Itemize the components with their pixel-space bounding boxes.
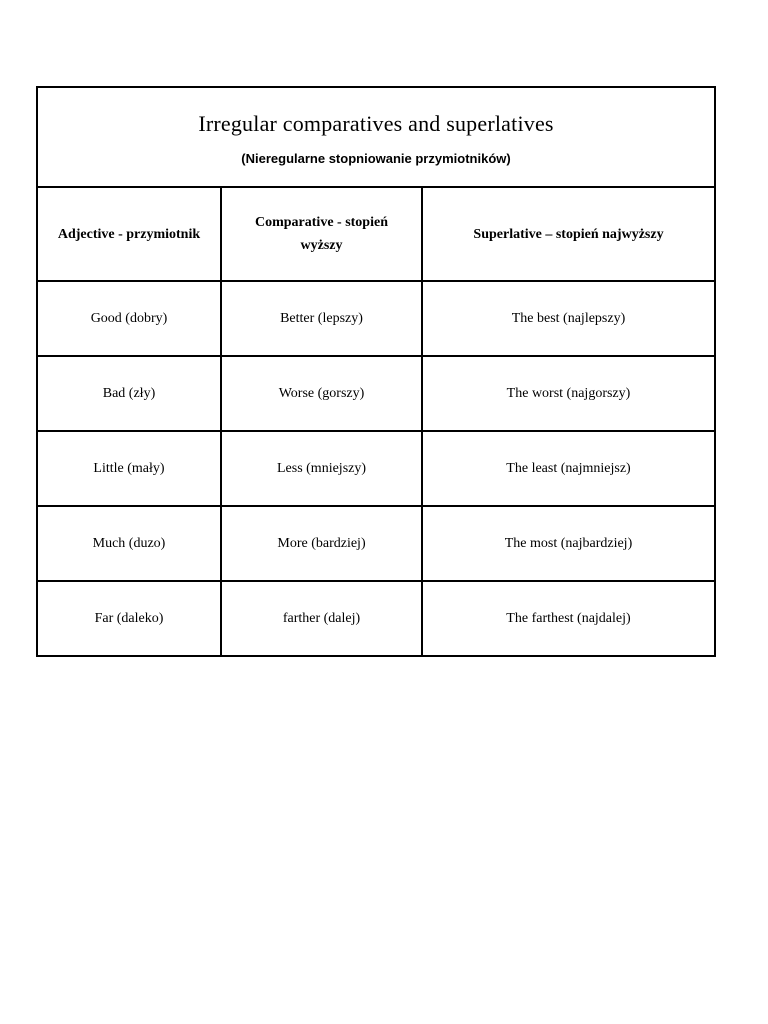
table-cell-adjective: Far (daleko): [37, 581, 221, 656]
table-cell-superlative: The worst (najgorszy): [422, 356, 715, 431]
table-row: [37, 431, 715, 506]
table-row: [37, 281, 715, 356]
table-cell-superlative: The best (najlepszy): [422, 281, 715, 356]
table-cell-adjective: Good (dobry): [37, 281, 221, 356]
column-header-superlative: [422, 187, 715, 281]
table-cell-comparative: More (bardziej): [221, 506, 422, 581]
column-header-adjective: [37, 187, 221, 281]
table-row: [37, 581, 715, 656]
table-cell-comparative: Less (mniejszy): [221, 431, 422, 506]
title-cell: [37, 87, 715, 187]
table-cell-superlative: The farthest (najdalej): [422, 581, 715, 656]
table-cell-comparative: Worse (gorszy): [221, 356, 422, 431]
column-header-label: Adjective - przymiotnik: [57, 226, 201, 242]
table-cell-adjective: Bad (zły): [37, 356, 221, 431]
header-row: [37, 187, 715, 281]
table-cell-comparative: farther (dalej): [221, 581, 422, 656]
page-subtitle: (Nieregularne stopniowanie przymiotników): [241, 150, 511, 166]
table-cell-superlative: The least (najmniejsz): [422, 431, 715, 506]
table-cell-adjective: Much (duzo): [37, 506, 221, 581]
column-header-comparative: [221, 187, 422, 281]
table-cell-comparative: Better (lepszy): [221, 281, 422, 356]
column-header-label: Comparative - stopień wyższy: [255, 215, 388, 253]
table-row: [37, 356, 715, 431]
table-cell-adjective: Little (mały): [37, 431, 221, 506]
page-title: Irregular comparatives and superlatives: [198, 110, 554, 136]
title-row: [37, 87, 715, 187]
column-header-label: Superlative – stopień najwyższy: [473, 226, 664, 242]
comparatives-table: [36, 86, 716, 657]
table-row: [37, 506, 715, 581]
table-cell-superlative: The most (najbardziej): [422, 506, 715, 581]
